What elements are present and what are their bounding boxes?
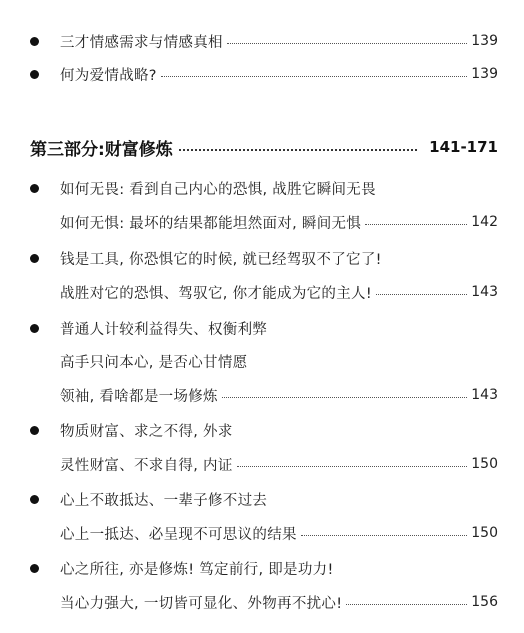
toc-entry[interactable] [0,313,524,343]
toc-entry-text: 心之所往, 亦是修炼! 笃定前行, 即是功力! [60,561,334,578]
toc-entry[interactable] [0,518,524,548]
toc-entry[interactable] [0,277,524,307]
toc-entry-line [60,558,498,579]
section-heading[interactable] [30,132,498,162]
dot-leader [237,465,468,467]
toc-entry-text: 灵性财富、不求自得, 内证 [60,457,233,474]
toc-entry-line [60,420,498,441]
toc-entry-line [60,385,498,406]
toc-entry[interactable] [0,484,524,514]
toc-entry-text: 如何无惧: 最坏的结果都能坦然面对, 瞬间无惧 [60,215,362,232]
toc-entry-line [60,64,498,85]
toc-page-number: 139 [471,66,498,82]
dot-leader [346,603,467,605]
toc-entry-text: 三才情感需求与情感真相 [60,34,223,51]
toc-entry-text: 当心力强大, 一切皆可显化、外物再不扰心! [60,595,343,612]
toc-entry[interactable] [0,380,524,410]
toc-entry-text: 何为爱情战略? [60,67,157,84]
toc-entry-line [60,248,498,269]
bullet-icon [30,495,39,504]
toc-page-number: 139 [471,33,498,49]
toc-entry-line [60,31,498,52]
toc-entry-line [60,454,498,475]
toc-entry-text: 物质财富、求之不得, 外求 [60,423,233,440]
bullet-icon [30,254,39,263]
section-page-range: 141-171 [429,138,498,156]
bullet-icon [30,184,39,193]
toc-entry-line [60,523,498,544]
bullet-icon [30,70,39,79]
dot-leader [179,148,417,151]
toc-entry[interactable] [0,59,524,89]
toc-entry[interactable] [0,587,524,617]
toc-entry-line [60,282,498,303]
toc-entry-line [60,318,498,339]
bullet-icon [30,426,39,435]
bullet-icon [30,324,39,333]
section-title: 第三部分:财富修炼 [30,139,173,160]
dot-leader [301,534,467,536]
toc-entry[interactable] [0,243,524,273]
bullet-icon [30,564,39,573]
toc-page-number: 150 [471,525,498,541]
toc-entry-text: 普通人计较利益得失、权衡利弊 [60,321,268,338]
toc-entry-text: 心上不敢抵达、一辈子修不过去 [60,492,268,509]
toc-entry[interactable] [0,207,524,237]
toc-entry-line [60,592,498,613]
toc-entry[interactable] [0,26,524,56]
dot-leader [365,223,467,225]
toc-entry-line [60,178,498,199]
toc-page-number: 143 [471,284,498,300]
toc-entry-line [60,489,498,510]
toc-entry[interactable] [0,553,524,583]
toc-entry-line [60,212,498,233]
dot-leader [222,396,467,398]
toc-entry-text: 战胜对它的恐惧、驾驭它, 你才能成为它的主人! [60,285,372,302]
toc-entry-text: 高手只问本心, 是否心甘情愿 [60,354,248,371]
toc-entry-text: 心上一抵达、必呈现不可思议的结果 [60,526,297,543]
dot-leader [161,75,467,77]
toc-page-number: 143 [471,387,498,403]
toc-entry[interactable] [0,173,524,203]
toc-entry[interactable] [0,415,524,445]
dot-leader [227,42,467,44]
toc-entry-text: 钱是工具, 你恐惧它的时候, 就已经驾驭不了它了! [60,251,382,268]
toc-entry-text: 领袖, 看啥都是一场修炼 [60,388,218,405]
toc-entry-line [60,351,498,372]
dot-leader [376,293,467,295]
toc-page-number: 156 [471,594,498,610]
toc-entry[interactable] [0,346,524,376]
toc-entry[interactable] [0,449,524,479]
toc-page-number: 150 [471,456,498,472]
toc-entry-text: 如何无畏: 看到自己内心的恐惧, 战胜它瞬间无畏 [60,181,376,198]
toc-page-number: 142 [471,214,498,230]
bullet-icon [30,37,39,46]
